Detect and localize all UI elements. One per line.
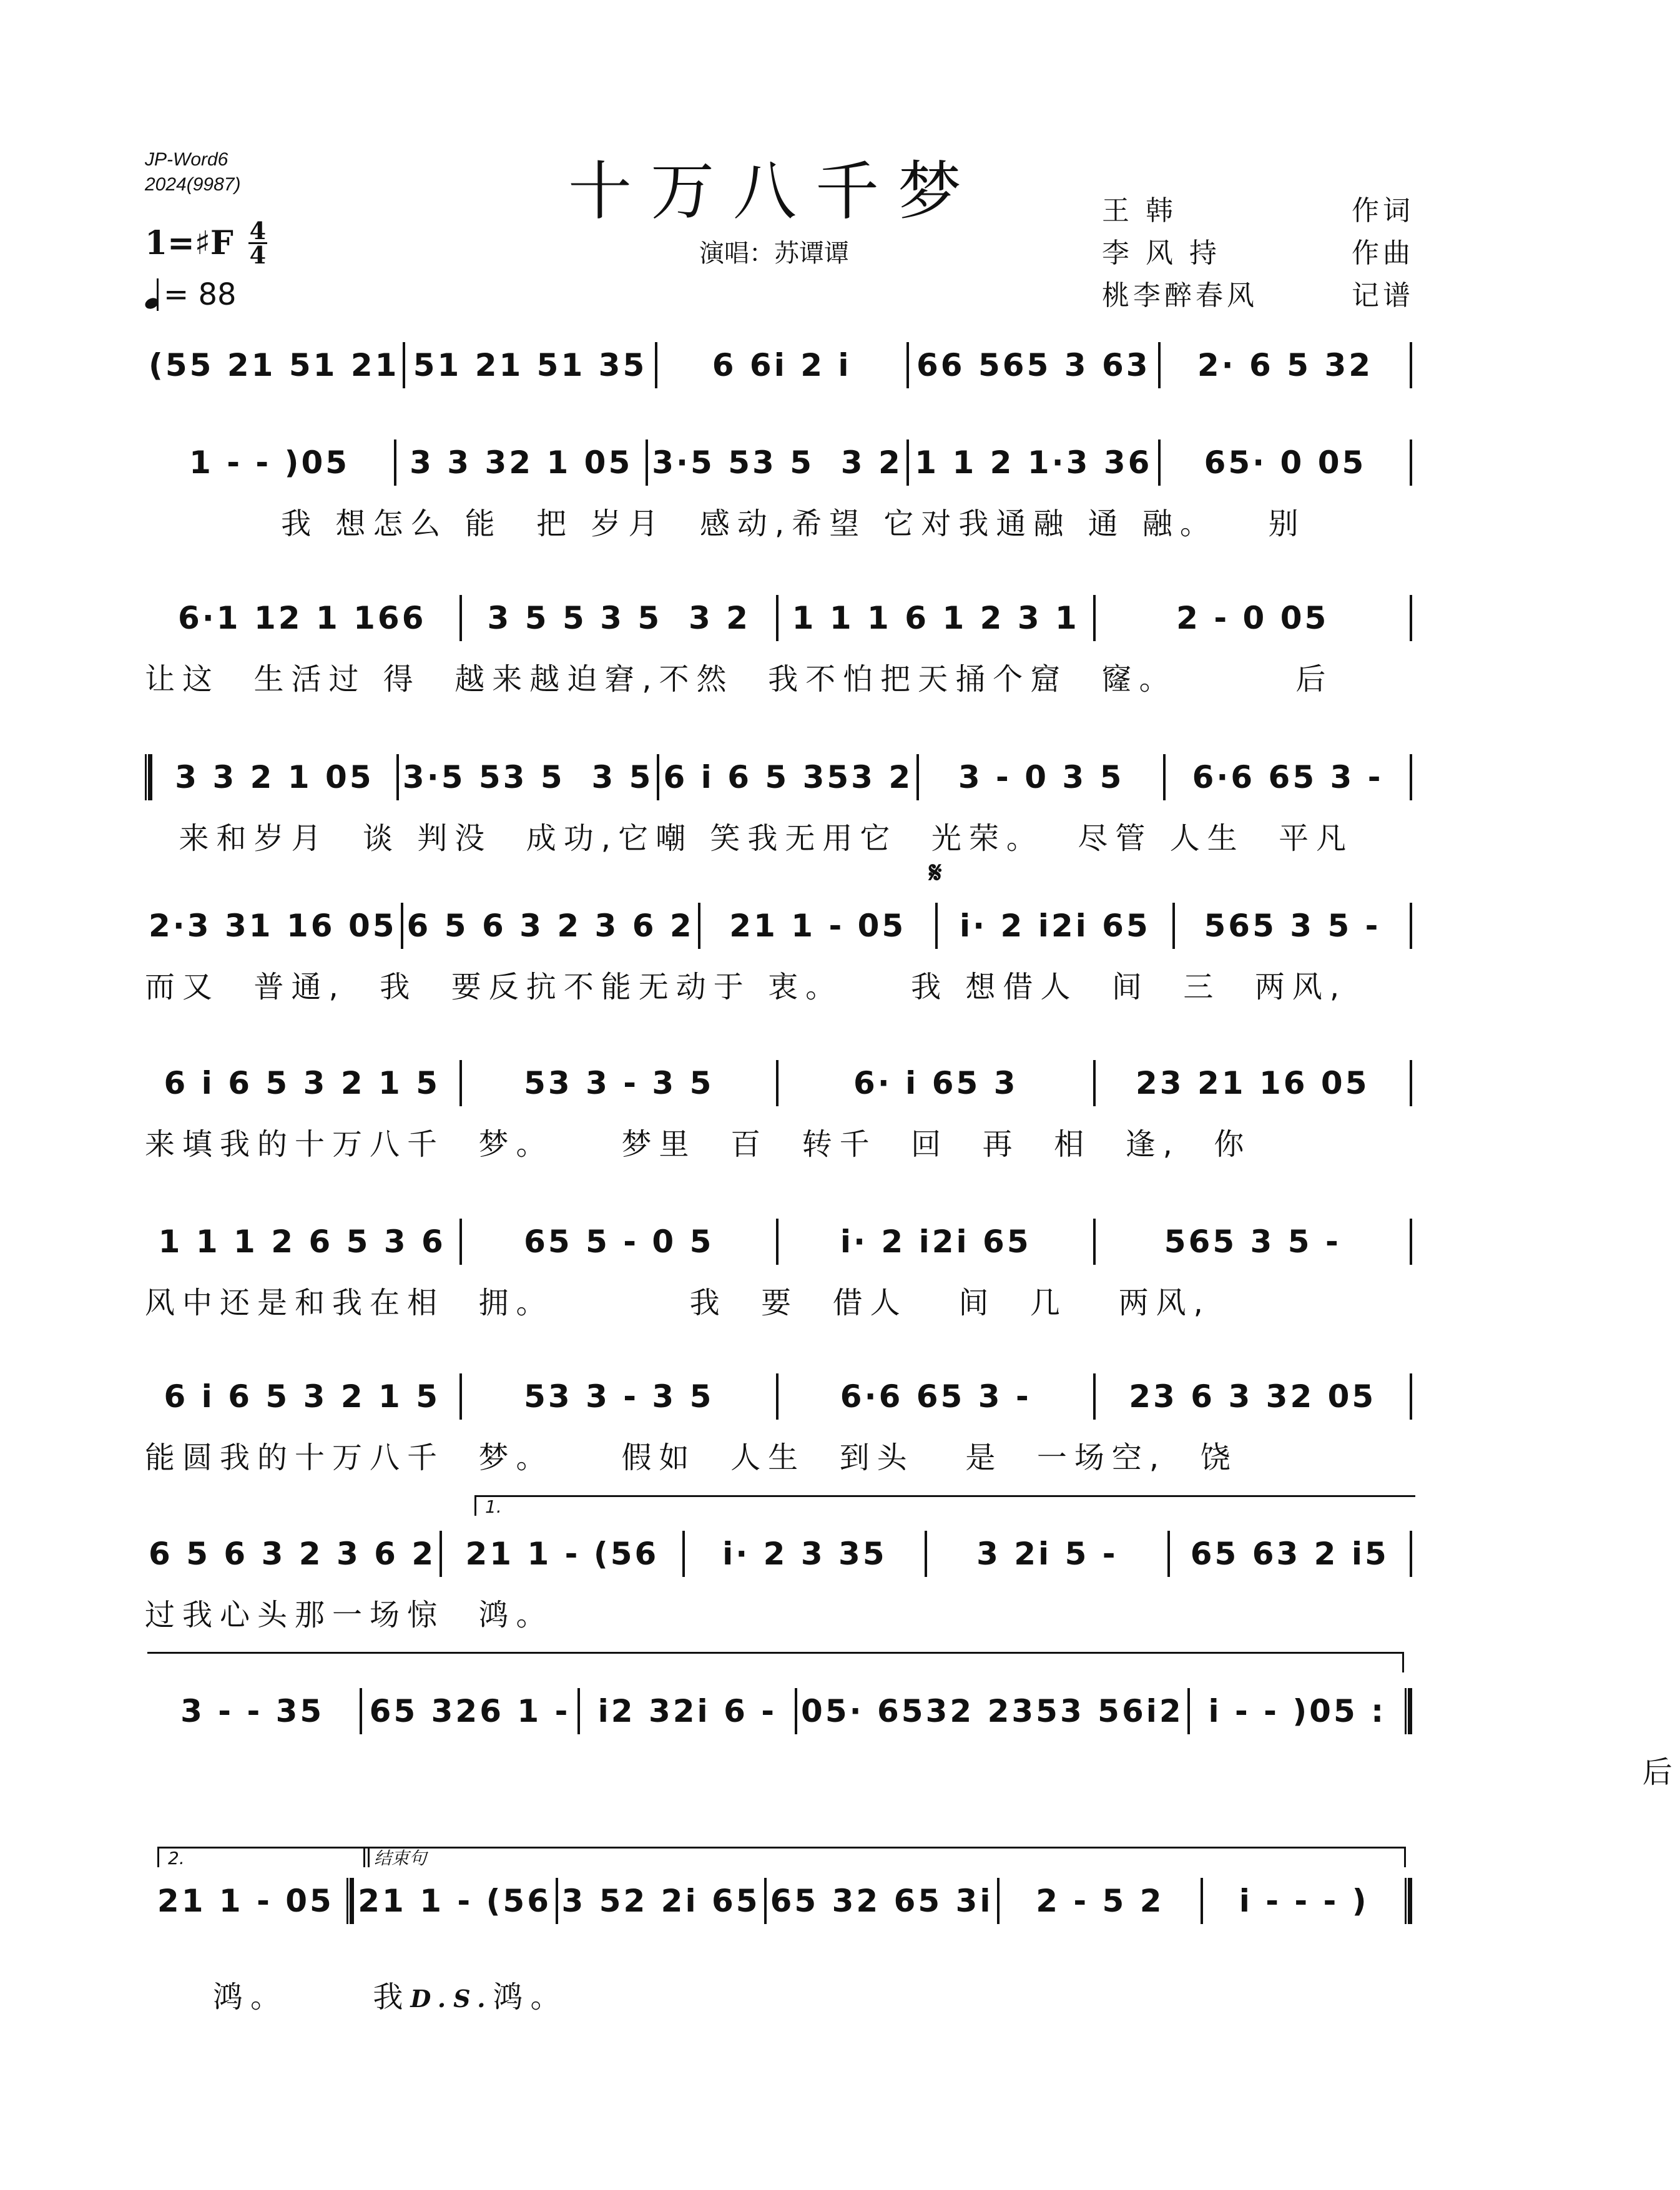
measure: 1 1 1 6 1 2 3 1 (792, 600, 1079, 636)
measure: 565 3 5 - (1164, 1224, 1341, 1260)
measure: 51 21 51 35 (413, 347, 647, 383)
measure: i - - - ) (1239, 1883, 1369, 1919)
lyrics-row: 来填我的十万八千 梦。 梦里 百 转千 回 再 相 逢, 你 (145, 1127, 1252, 1162)
software-id: 2024(9987) (145, 174, 241, 195)
credit-name: 王 韩 (1102, 195, 1177, 227)
measure: 6 i 6 5 3 2 1 5 (164, 1065, 441, 1101)
measure: 65 326 1 - (369, 1693, 571, 1729)
barline (1410, 1060, 1412, 1106)
lyrics-row: 风中还是和我在相 拥。 我 要 借人 间 几 两风, (145, 1285, 1211, 1320)
credit-name: 李 风 持 (1102, 237, 1221, 269)
measure: 2· 6 5 32 (1197, 347, 1373, 383)
time-denominator: 4 (249, 241, 267, 269)
measure: 6 i 6 5 353 2 (663, 759, 913, 795)
notation-row (145, 435, 1412, 491)
measure: 3 - 0 3 5 (958, 759, 1124, 795)
measure: 6·6 65 3 - (840, 1378, 1031, 1415)
repeat-start-barline (145, 754, 152, 800)
notation-row (145, 1214, 1412, 1270)
key-label: 1=♯F (145, 224, 233, 262)
lyrics-row: 过我心头那一场惊 鸿。 (145, 1598, 554, 1633)
measure: 3 3 2 1 05 (175, 759, 374, 795)
measure: 2 - 0 05 (1176, 600, 1329, 636)
measure: 65 32 65 3i (770, 1883, 993, 1919)
performer: 演唱：苏谭谭 (699, 239, 849, 268)
ds-lyric: 鸿。 (493, 1980, 568, 2015)
tempo-value: = 88 (164, 277, 237, 312)
lyrics-row: 后 (145, 1755, 1680, 1790)
measure: 21 1 - (56 (358, 1883, 552, 1919)
system-5 (145, 898, 1412, 1016)
repeat-end-barline (1405, 1688, 1412, 1734)
barline (1410, 595, 1412, 641)
system-9 (145, 1526, 1412, 1644)
measure: 3 3 32 1 05 (410, 444, 633, 481)
measure: 21 1 - (56 (465, 1536, 659, 1572)
measure: 3 5 5 3 5 3 2 (487, 600, 750, 636)
notation-row (145, 898, 1412, 954)
measure: 21 1 - 05 (729, 908, 906, 944)
notation-row (145, 590, 1412, 646)
lyrics-row: 来和岁月 谈 判没 成功,它嘲 笑我无用它 光荣。 尽管 人生 平凡 (145, 821, 1354, 856)
measure: 23 6 3 32 05 (1129, 1378, 1377, 1415)
credit-name: 桃李醉春风 (1102, 280, 1258, 312)
measure: 6 i 6 5 3 2 1 5 (164, 1378, 441, 1415)
credit-role: 作曲 (1352, 237, 1414, 269)
quarter-note-stem (157, 278, 159, 311)
system-2 (145, 435, 1412, 553)
lyrics-row: 我 想怎么 能 把 岁月 感动,希望 它对我通融 通 融。 别 (145, 506, 1306, 541)
ds-mark: D.S. (410, 1985, 493, 2013)
notation-row (145, 749, 1412, 805)
measure: 6·1 12 1 166 (177, 600, 426, 636)
notation-row (145, 1055, 1412, 1111)
barline (1410, 342, 1412, 388)
measure: 1 1 2 1·3 36 (915, 444, 1152, 481)
measure: i· 2 3 35 (722, 1536, 887, 1572)
measure: 21 1 - 05 (157, 1883, 334, 1919)
song-title: 十万八千梦 (568, 155, 980, 229)
credit-role: 作词 (1352, 195, 1414, 227)
measure: 6·6 65 3 - (1192, 759, 1383, 795)
measure: i - - )05 : (1208, 1693, 1387, 1729)
volta-2-bracket (157, 1847, 370, 1867)
barline (1410, 1373, 1412, 1420)
volta-1-continuation (147, 1652, 1404, 1672)
measure: 6· i 65 3 (853, 1065, 1018, 1101)
barline (1410, 903, 1412, 949)
credit-lyricist (1102, 190, 1414, 232)
measure: 53 3 - 3 5 (524, 1378, 714, 1415)
measure: 565 3 5 - (1204, 908, 1381, 944)
system-4 (145, 749, 1412, 868)
credit-transcriber (1102, 275, 1414, 317)
notation-row (145, 1873, 1412, 1929)
measure: 66 565 3 63 (916, 347, 1151, 383)
barline (1410, 1219, 1412, 1265)
measure: 3 2i 5 - (976, 1536, 1118, 1572)
measure: 1 1 1 2 6 5 3 6 (158, 1224, 446, 1260)
lyrics-row: 能圆我的十万八千 梦。 假如 人生 到头 是 一场空, 饶 (145, 1440, 1238, 1475)
section-barline (346, 1878, 354, 1924)
barline (1410, 754, 1412, 800)
measure: 2·3 31 16 05 (149, 908, 397, 944)
notation-row (145, 1683, 1412, 1739)
volta-1-label: 1. (485, 1496, 502, 1517)
measure: 2 - 5 2 (1036, 1883, 1164, 1919)
ending-bracket (363, 1847, 1406, 1867)
measure: (55 21 51 21 (149, 347, 400, 383)
lyrics-row (145, 1938, 1412, 2051)
measure: 3·5 53 5 3 5 (402, 759, 654, 795)
credit-composer (1102, 232, 1414, 275)
credits (1102, 190, 1414, 317)
measure: 65 5 - 0 5 (524, 1224, 714, 1260)
lyrics-row: 而又 普通, 我 要反抗不能无动于 衷。 我 想借人 间 三 两风, (145, 970, 1347, 1004)
measure: 53 3 - 3 5 (524, 1065, 714, 1101)
system-8 (145, 1368, 1412, 1487)
lyrics-row: 让这 生活过 得 越来越迫窘,不然 我不怕把天捅个窟 窿。 后 (145, 662, 1334, 697)
measure: i2 32i 6 - (597, 1693, 777, 1729)
measure: 1 - - )05 (189, 444, 350, 481)
measure: 3 52 2i 65 (561, 1883, 760, 1919)
system-11 (145, 1873, 1412, 2015)
segno-icon: 𝄋 (929, 855, 942, 890)
system-3 (145, 590, 1412, 709)
final-barline (1405, 1878, 1412, 1924)
time-signature (248, 217, 267, 269)
measure: i· 2 i2i 65 (840, 1224, 1031, 1260)
measure: 6 5 6 3 2 3 6 2 (149, 1536, 436, 1572)
measure: 6 5 6 3 2 3 6 2 (406, 908, 694, 944)
notation-row (145, 337, 1412, 393)
barline (1410, 439, 1412, 486)
measure: 3 - - 35 (180, 1693, 325, 1729)
system-7 (145, 1214, 1412, 1332)
system-10 (145, 1683, 1680, 1802)
measure: 3·5 53 5 3 2 (652, 444, 903, 481)
measure: 23 21 16 05 (1135, 1065, 1370, 1101)
lyrics-text: 鸿。 我 (213, 1980, 411, 2015)
key-signature (145, 217, 267, 269)
ending-label: 结束句 (374, 1848, 427, 1868)
volta-1-bracket (474, 1495, 1415, 1516)
barline (1410, 1531, 1412, 1577)
volta-2-label: 2. (168, 1848, 185, 1868)
measure: 65 63 2 i5 (1190, 1536, 1389, 1572)
tempo-marking (145, 277, 237, 312)
credit-role: 记谱 (1352, 280, 1414, 312)
notation-row (145, 1368, 1412, 1425)
measure: 65· 0 05 (1204, 444, 1367, 481)
notation-row (145, 1526, 1412, 1582)
measure: i· 2 i2i 65 (959, 908, 1151, 944)
software-name: JP-Word6 (145, 149, 228, 170)
time-numerator: 4 (249, 217, 267, 245)
measure: 6 6i 2 i (712, 347, 852, 383)
system-6 (145, 1055, 1412, 1174)
measure: 05· 6532 2353 56i2 (801, 1693, 1184, 1729)
